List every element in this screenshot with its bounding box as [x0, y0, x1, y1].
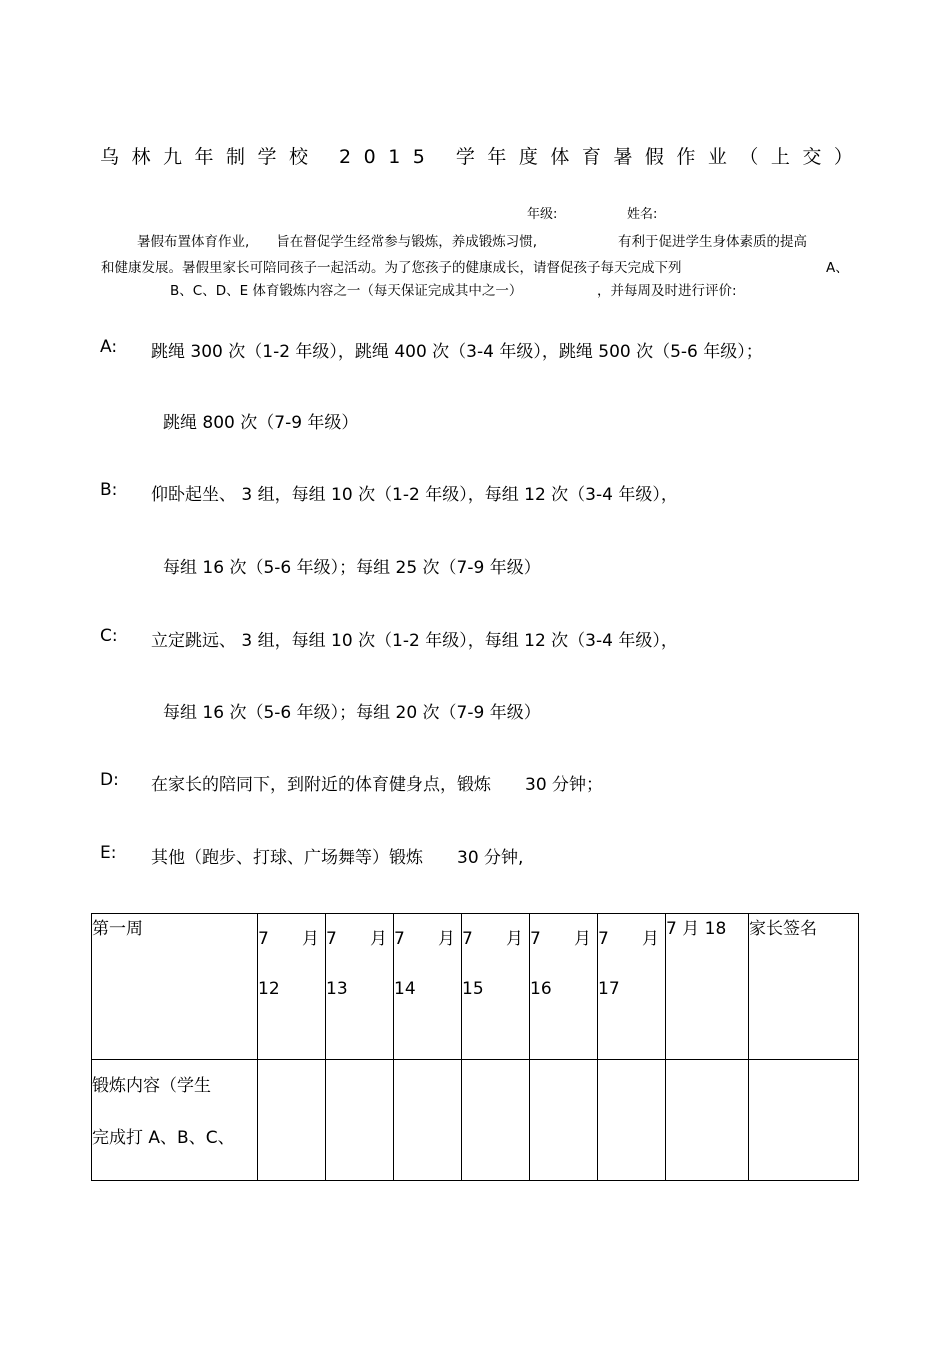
item-b-line-1: 仰卧起坐、 3 组，每组 10 次（1-2 年级），每组 12 次（3-4 年级），: [151, 485, 678, 505]
date-unit: 月: [438, 929, 455, 949]
page-title: 乌林九年制学校 2015 学年度体育暑假作业（上交）: [100, 146, 866, 168]
date-month: 7: [530, 929, 541, 949]
entry-cell[interactable]: [394, 1060, 462, 1181]
date-day: 13: [326, 979, 348, 999]
item-e-line-1: 其他（跑步、打球、广场舞等）锻炼 30 分钟,: [151, 848, 524, 868]
item-a-label: A:: [100, 337, 118, 357]
intro-line-2-end: A、: [826, 260, 849, 276]
date-unit: 月: [302, 929, 319, 949]
entry-cell[interactable]: [598, 1060, 666, 1181]
date-cell: [326, 914, 394, 1060]
date-unit: 月: [574, 929, 591, 949]
date-unit: 月: [370, 929, 387, 949]
intro-line-1: 暑假布置体育作业, 旨在督促学生经常参与锻炼，养成锻炼习惯,: [137, 234, 538, 250]
parent-signature-cell[interactable]: [749, 1060, 859, 1181]
date-cell: [394, 914, 462, 1060]
name-label: 姓名:: [627, 207, 658, 222]
item-c-line-2: 每组 16 次（5-6 年级）；每组 20 次（7-9 年级）: [163, 703, 541, 723]
entry-cell[interactable]: [258, 1060, 326, 1181]
week-label: 第一周: [92, 914, 258, 1060]
item-d-label: D:: [100, 770, 119, 790]
date-cell: [530, 914, 598, 1060]
item-e-label: E:: [100, 843, 117, 863]
date-cell: [598, 914, 666, 1060]
date-month: 7: [598, 929, 609, 949]
table-header-row: [92, 914, 859, 1060]
date-day: 16: [530, 979, 552, 999]
entry-cell[interactable]: [530, 1060, 598, 1181]
item-a-line-1: 跳绳 300 次（1-2 年级），跳绳 400 次（3-4 年级），跳绳 500 次（5-6 年级）；: [151, 342, 763, 362]
entry-cell[interactable]: [462, 1060, 530, 1181]
date-cell-7-18: 7 月 18: [666, 914, 749, 1060]
date-day: 14: [394, 979, 416, 999]
intro-line-3-end: ，并每周及时进行评价:: [597, 283, 737, 299]
grade-label: 年级:: [527, 207, 558, 222]
parent-signature-header: 家长签名: [749, 914, 859, 1060]
date-day: 15: [462, 979, 484, 999]
date-unit: 月: [506, 929, 523, 949]
date-day: 17: [598, 979, 620, 999]
date-cell: [462, 914, 530, 1060]
date-day: 12: [258, 979, 280, 999]
date-month: 7: [258, 929, 269, 949]
intro-line-2: 和健康发展。暑假里家长可陪同孩子一起活动。为了您孩子的健康成长，请督促孩子每天完成下列: [101, 260, 682, 276]
date-unit: 月: [642, 929, 659, 949]
date-cell: [258, 914, 326, 1060]
item-b-line-2: 每组 16 次（5-6 年级）；每组 25 次（7-9 年级）: [163, 558, 541, 578]
intro-line-1-end: 有利于促进学生身体素质的提高: [618, 234, 807, 250]
weekly-log-table: [91, 913, 859, 1181]
item-b-label: B:: [100, 480, 118, 500]
table-row: [92, 1060, 859, 1181]
item-c-label: C:: [100, 626, 118, 646]
item-d-line-1: 在家长的陪同下，到附近的体育健身点，锻炼 30 分钟；: [151, 775, 604, 795]
exercise-content-label: 锻炼内容（学生 完成打 A、B、C、: [92, 1060, 258, 1181]
entry-cell[interactable]: [326, 1060, 394, 1181]
item-a-line-2: 跳绳 800 次（7-9 年级）: [163, 413, 359, 433]
date-month: 7: [462, 929, 473, 949]
date-month: 7: [326, 929, 337, 949]
item-c-line-1: 立定跳远、 3 组，每组 10 次（1-2 年级），每组 12 次（3-4 年级），: [151, 631, 678, 651]
date-month: 7: [394, 929, 405, 949]
intro-line-3: B、C、D、E 体育锻炼内容之一（每天保证完成其中之一）: [170, 283, 523, 299]
entry-cell[interactable]: [666, 1060, 749, 1181]
